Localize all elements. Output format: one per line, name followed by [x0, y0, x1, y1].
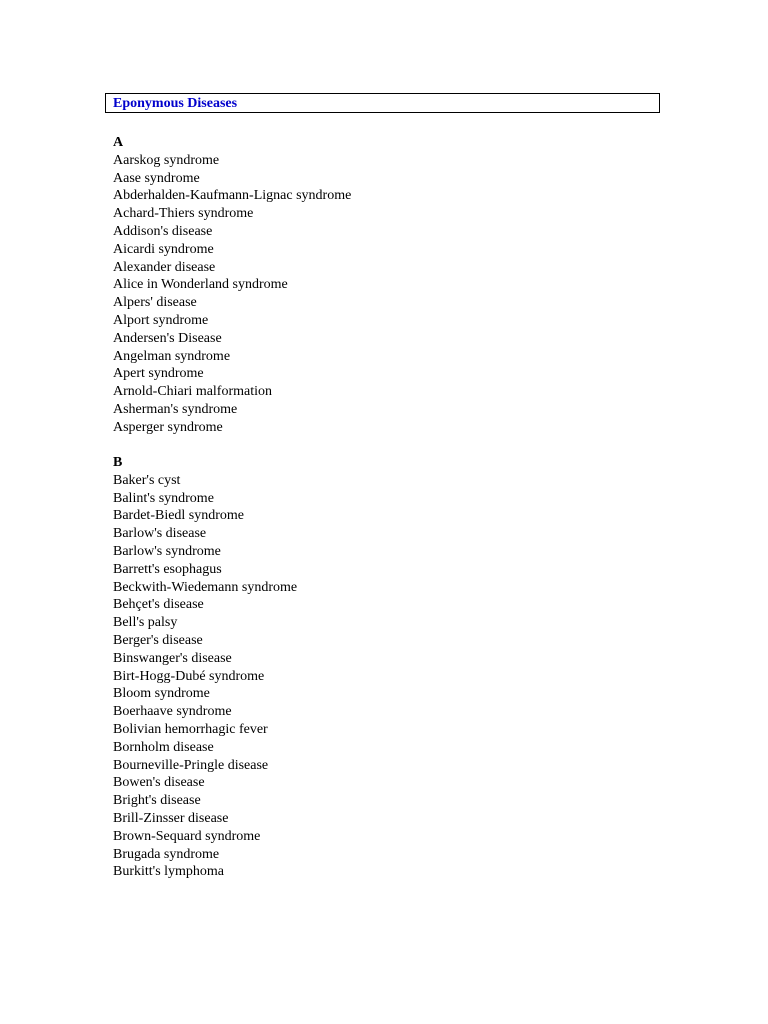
list-item: Bornholm disease: [113, 739, 214, 755]
section-a: [113, 134, 351, 437]
list-item: Alport syndrome: [113, 312, 209, 328]
list-item: Addison's disease: [113, 223, 213, 239]
list-item: Balint's syndrome: [113, 490, 214, 506]
list-item: Asperger syndrome: [113, 419, 223, 435]
list-item: Barrett's esophagus: [113, 561, 222, 577]
entry-list: [113, 472, 297, 881]
list-item: Asherman's syndrome: [113, 401, 238, 417]
list-item: Abderhalden-Kaufmann-Lignac syndrome: [113, 188, 352, 204]
section-letter: A: [113, 135, 124, 150]
list-item: Apert syndrome: [113, 366, 204, 382]
list-item: Brill-Zinsser disease: [113, 810, 229, 826]
list-item: Brugada syndrome: [113, 846, 220, 862]
list-item: Aarskog syndrome: [113, 152, 220, 168]
section-letter: B: [113, 455, 123, 470]
list-item: Beckwith-Wiedemann syndrome: [113, 579, 298, 595]
list-item: Boerhaave syndrome: [113, 704, 232, 720]
list-item: Behçet's disease: [113, 597, 204, 613]
list-item: Bolivian hemorrhagic fever: [113, 721, 268, 737]
list-item: Bright's disease: [113, 793, 201, 809]
document-title: Eponymous Diseases: [113, 96, 238, 111]
list-item: Baker's cyst: [113, 472, 181, 488]
list-item: Brown-Sequard syndrome: [113, 828, 261, 844]
list-item: Aase syndrome: [113, 170, 200, 186]
list-item: Bourneville-Pringle disease: [113, 757, 269, 773]
list-item: Alpers' disease: [113, 295, 197, 311]
list-item: Aicardi syndrome: [113, 241, 214, 257]
entry-list: [113, 152, 351, 437]
list-item: Bardet-Biedl syndrome: [113, 508, 245, 524]
list-item: Angelman syndrome: [113, 348, 231, 364]
list-item: Alexander disease: [113, 259, 216, 275]
list-item: Barlow's syndrome: [113, 543, 221, 559]
section-b: [113, 454, 297, 881]
list-item: Bloom syndrome: [113, 686, 210, 702]
list-item: Bell's palsy: [113, 615, 178, 631]
list-item: Birt-Hogg-Dubé syndrome: [113, 668, 265, 684]
list-item: Achard-Thiers syndrome: [113, 206, 254, 222]
list-item: Barlow's disease: [113, 526, 207, 542]
title-box: [105, 93, 660, 113]
list-item: Burkitt's lymphoma: [113, 864, 225, 880]
list-item: Binswanger's disease: [113, 650, 232, 666]
list-item: Andersen's Disease: [113, 330, 222, 346]
list-item: Alice in Wonderland syndrome: [113, 277, 288, 293]
list-item: Arnold-Chiari malformation: [113, 384, 273, 400]
list-item: Bowen's disease: [113, 775, 205, 791]
list-item: Berger's disease: [113, 632, 203, 648]
